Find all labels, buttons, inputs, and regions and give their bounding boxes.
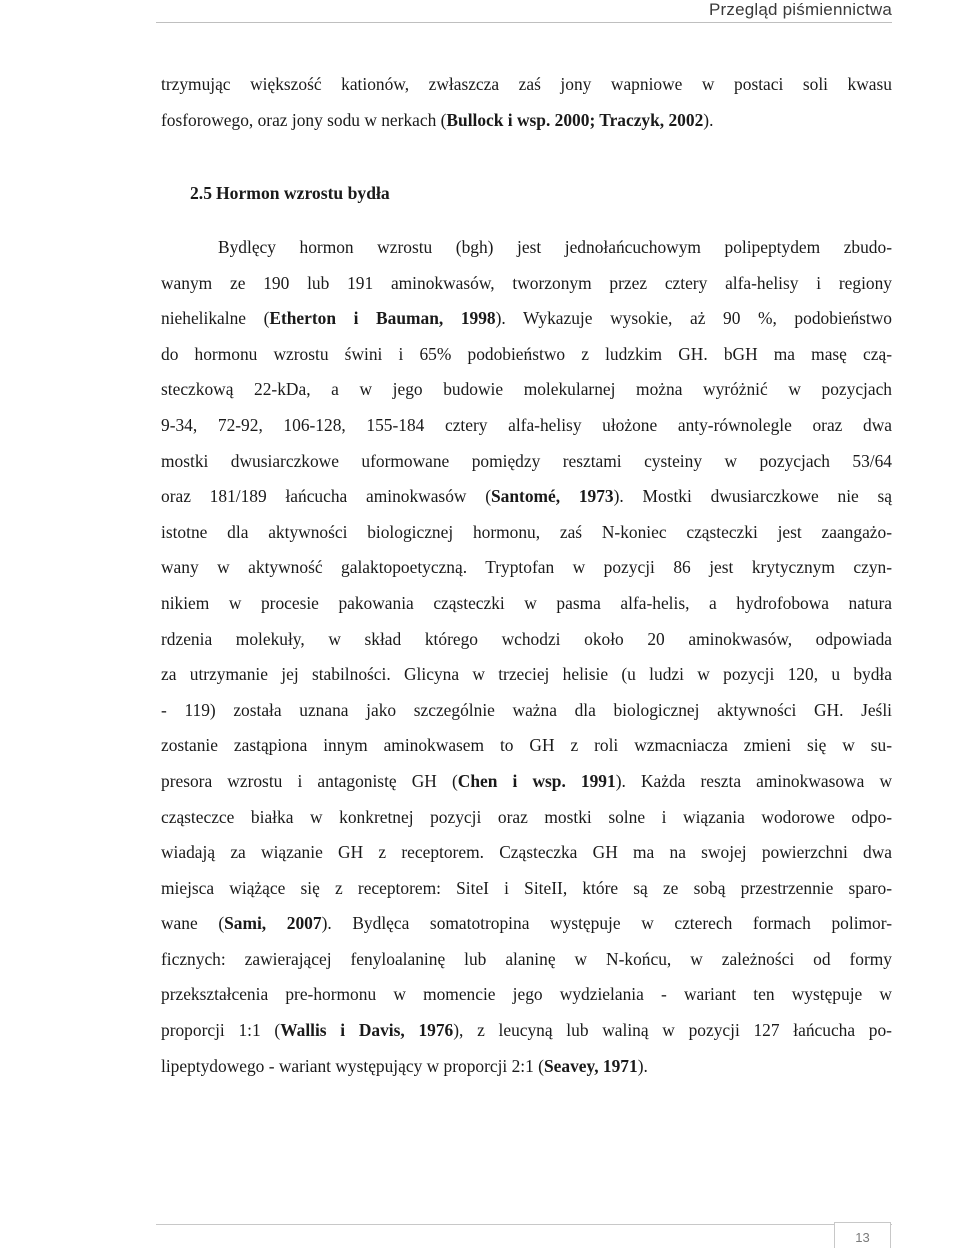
text-line: do hormonu wzrostu świni i 65% podobieństwo z ludzkim GH. bGH ma masę czą-	[161, 343, 892, 364]
text-line: lipeptydowego - wariant występujący w proporcji 2:1 (Seavey, 1971).	[161, 1055, 648, 1076]
text-line: cząsteczce białka w konkretnej pozycji oraz mostki solne i wiązania wodorowe odpo-	[161, 806, 892, 827]
text-line: ficznych: zawierającej fenyloalaninę lub alaninę w N-końcu, w zależności od formy	[161, 948, 892, 969]
section-number: 2.5	[190, 183, 212, 203]
text-line: fosforowego, oraz jony sodu w nerkach (Bullock i wsp. 2000; Traczyk, 2002).	[161, 109, 714, 130]
text-line: wany w aktywność galaktopoetyczną. Tryptofan w pozycji 86 jest krytycznym czyn-	[161, 557, 892, 578]
body-paragraph	[161, 230, 892, 1084]
text-line: - 119) została uznana jako szczególnie ważna dla biologicznej aktywności GH. Jeśli	[161, 699, 892, 720]
citation: Bullock i wsp. 2000; Traczyk, 2002	[446, 109, 704, 130]
footer-rule	[156, 1224, 892, 1225]
text-line: trzymując większość kationów, zwłaszcza zaś jony wapniowe w postaci soli kwasu	[161, 74, 892, 94]
citation: Seavey, 1971	[543, 1055, 638, 1076]
text-line: miejsca wiążące się z receptorem: SiteI i SiteII, które są ze sobą przestrzennie sparo-	[161, 877, 892, 898]
text-line: wiadają za wiązanie GH z receptorem. Cząsteczka GH ma na swojej powierzchni dwa	[161, 842, 892, 863]
text-line: za utrzymanie jej stabilności. Glicyna w trzeciej helisie (u ludzi w pozycji 120, u bydła	[161, 664, 892, 685]
running-header: Przegląd piśmiennictwa	[709, 0, 892, 19]
citation: Wallis i Davis, 1976	[280, 1020, 454, 1041]
text-line: rdzenia molekuły, w skład którego wchodzi około 20 aminokwasów, odpowiada	[161, 628, 892, 649]
header-rule	[156, 22, 892, 23]
section-heading	[190, 176, 390, 211]
text-line: zostanie zastąpiona innym aminokwasem to GH z roli wzmacniacza zmieni się w su-	[161, 735, 892, 756]
text-line: nikiem w procesie pakowania cząsteczki w pasma alfa-helis, a hydrofobowa natura	[161, 592, 892, 613]
citation: Etherton i Bauman, 1998	[269, 308, 496, 329]
citation: Sami, 2007	[224, 913, 322, 934]
text-line: Bydlęcy hormon wzrostu (bgh) jest jednołańcuchowym polipeptydem zbudo-	[218, 237, 892, 257]
text-line: mostki dwusiarczkowe uformowane pomiędzy resztami cysteiny w pozycjach 53/64	[161, 450, 892, 471]
citation: Santomé, 1973	[491, 486, 614, 507]
text-line: wanym ze 190 lub 191 aminokwasów, tworzonym przez cztery alfa-helisy i regiony	[161, 272, 892, 293]
section-title: Hormon wzrostu bydła	[216, 183, 390, 203]
text-line: steczkową 22-kDa, a w jego budowie molekularnej można wyróżnić w pozycjach	[161, 379, 892, 400]
text-line: niehelikalne (Etherton i Bauman, 1998). Wykazuje wysokie, aż 90 %, podobieństwo	[161, 308, 893, 329]
text-line: 9-34, 72-92, 106-128, 155-184 cztery alfa-helisy ułożone anty-równolegle oraz dwa	[161, 414, 892, 435]
text-line: istotne dla aktywności biologicznej hormonu, zaś N-koniec cząsteczki jest zaangażo-	[161, 521, 892, 542]
text-line: presora wzrostu i antagonistę GH (Chen i wsp. 1991). Każda reszta aminokwasowa w	[161, 770, 893, 791]
text-line: wane (Sami, 2007). Bydlęca somatotropina występuje w czterech formach polimor-	[161, 913, 892, 934]
page-number: 13	[834, 1222, 891, 1248]
citation: Chen i wsp. 1991	[457, 770, 616, 791]
text-line: oraz 181/189 łańcucha aminokwasów (Santomé, 1973). Mostki dwusiarczkowe nie są	[161, 486, 892, 507]
text-line: przekształcenia pre-hormonu w momencie jego wydzielania - wariant ten występuje w	[161, 984, 892, 1005]
intro-paragraph	[161, 67, 892, 138]
text-line: proporcji 1:1 (Wallis i Davis, 1976), z leucyną lub waliną w pozycji 127 łańcucha po-	[161, 1020, 892, 1041]
